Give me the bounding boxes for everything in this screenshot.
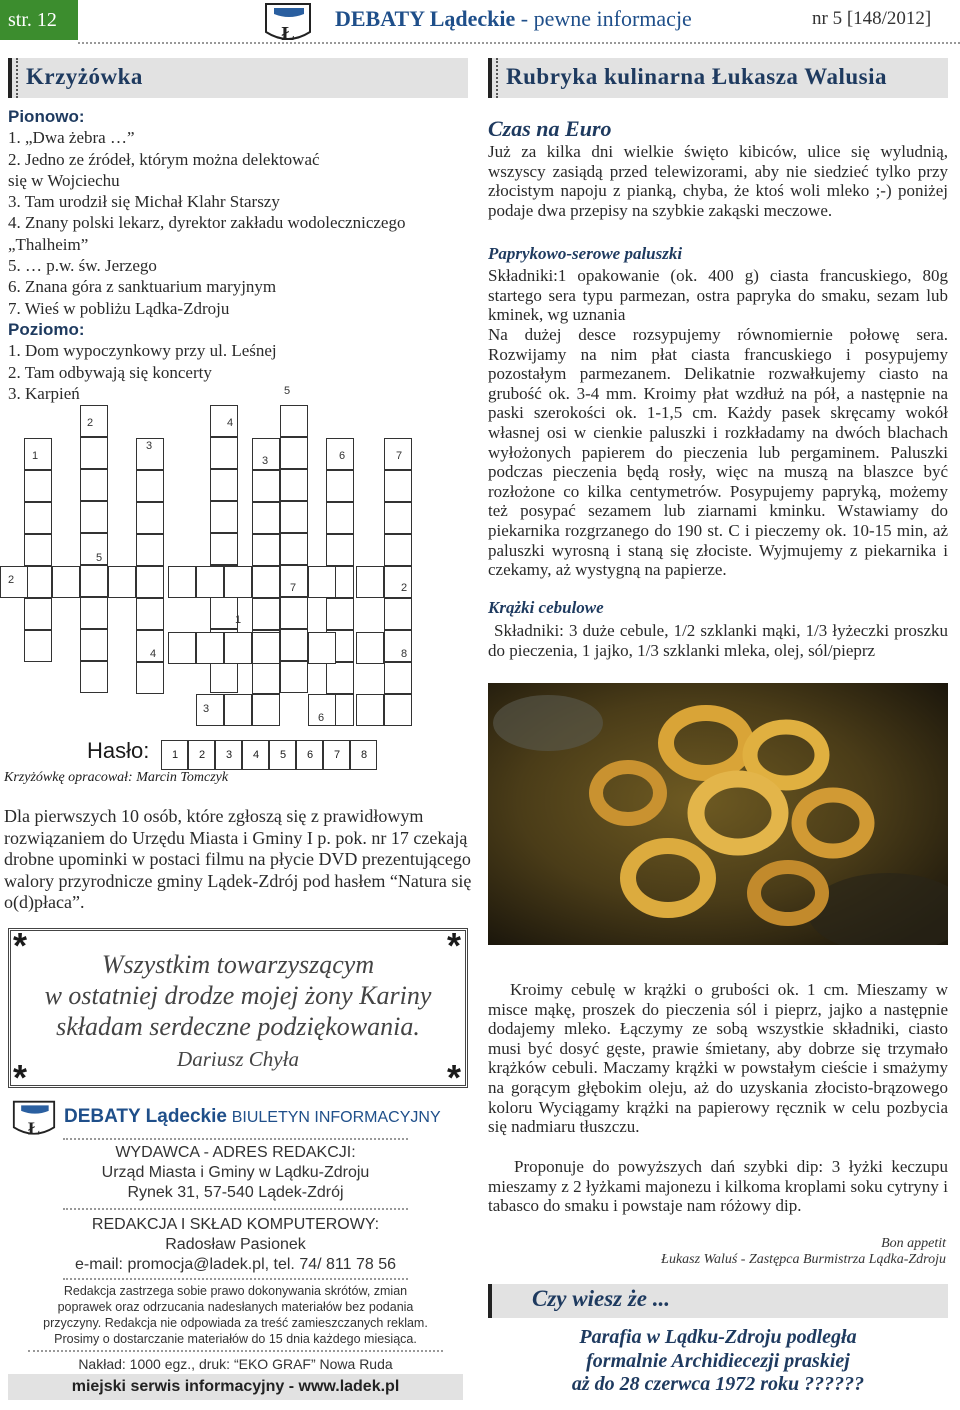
clue-horizontal: 3. Karpień xyxy=(8,383,80,403)
fact-section-bar xyxy=(488,1284,948,1318)
fact-line: Parafia w Lądku-Zdroju podległa xyxy=(579,1326,857,1348)
vertical-heading: Pionowo: xyxy=(8,107,85,126)
crossword-cell[interactable] xyxy=(136,662,164,694)
crossword-cell[interactable] xyxy=(136,598,164,630)
crossword-cell[interactable] xyxy=(80,597,108,629)
crossword-cell[interactable] xyxy=(326,598,354,630)
crossword-cell[interactable] xyxy=(168,566,196,598)
page-number-badge xyxy=(0,0,78,40)
crossword-cell[interactable] xyxy=(136,566,164,598)
crossword-cell[interactable] xyxy=(168,632,196,664)
header-title-rest: - pewne informacje xyxy=(515,6,692,31)
clue-vertical: się w Wojciechu xyxy=(8,170,120,190)
thanks-signature: Dariusz Chyła xyxy=(177,1047,299,1071)
crossword-cell[interactable] xyxy=(308,632,336,664)
header-title-bold: DEBATY Lądeckie xyxy=(335,6,516,31)
cell-number: 4 xyxy=(227,417,234,429)
crossword-cell[interactable] xyxy=(210,533,238,565)
thanks-line: Wszystkim towarzyszącym xyxy=(101,950,375,979)
cell-number: 6 xyxy=(339,450,346,462)
crossword-cell[interactable] xyxy=(80,565,108,597)
thanks-box xyxy=(8,925,468,1098)
disclaimer-line: Redakcja zastrzega sobie prawo dokonywania skrótów, zmian xyxy=(63,1284,408,1298)
crossword-cell[interactable] xyxy=(210,597,238,629)
crossword-cell[interactable] xyxy=(80,661,108,693)
imprint-box xyxy=(8,1098,463,1398)
website-footer[interactable]: miejski serwis informacyjny - www.ladek.pl xyxy=(8,1374,463,1400)
crossword-cell[interactable] xyxy=(384,630,412,662)
imprint-brand xyxy=(64,1106,441,1128)
imprint-divider xyxy=(63,1208,408,1210)
clue-vertical: 1. „Dwa żebra …” xyxy=(8,128,135,148)
cell-number: 3 xyxy=(203,703,210,715)
crossword-cell[interactable] xyxy=(80,533,108,565)
editor-name: Radosław Pasionek xyxy=(165,1236,306,1253)
crossword-cell[interactable] xyxy=(252,566,280,598)
cell-number: 7 xyxy=(396,450,403,462)
crossword-cell[interactable] xyxy=(384,566,412,598)
crossword-cell[interactable] xyxy=(24,502,52,534)
crossword-cell[interactable] xyxy=(252,598,280,630)
cell-number: 2 xyxy=(401,582,408,594)
cell-number: 3 xyxy=(262,455,269,467)
recipe-title: Krążki cebulowe xyxy=(488,598,604,617)
onion-rings-photo xyxy=(488,683,948,945)
clue-vertical: 7. Wieś w pobliżu Lądka-Zdroju xyxy=(8,298,230,318)
crossword-cell[interactable] xyxy=(356,632,384,664)
fact-line: formalnie Archidiecezji praskiej xyxy=(586,1349,850,1372)
culinary-section-bar xyxy=(488,58,948,98)
recipe-ingredients: Składniki: 3 duże cebule, 1/2 szklanki mąki, 1/3 łyżeczki proszku do pieczenia, 1 jajko, 1/3 szklanki mleka, olej, sól/pieprz xyxy=(488,621,948,660)
header-title xyxy=(335,6,692,32)
crossword-cell[interactable] xyxy=(356,694,384,726)
clue-vertical: 3. Tam urodził się Michał Klahr Starszy xyxy=(8,192,280,212)
asterisk-ornament: * xyxy=(446,1057,461,1098)
crossword-cell[interactable] xyxy=(136,470,164,502)
crossword-cell[interactable] xyxy=(24,470,52,502)
header-divider xyxy=(78,42,960,44)
crossword-cell[interactable] xyxy=(252,694,280,726)
password-cell-number: 6 xyxy=(307,749,314,761)
cell-number: 6 xyxy=(318,712,325,724)
recipe-method: Na dużej desce rozsypujemy równomiernie połowę sera. Rozwijamy na nim płat ciasta francuskiego i posypujemy pozostałym parmezanem. Delikatnie rozwałkujemy ciasto na grubość ok. 3-4 mm. Kroimy płat wzdłuż na pół, a następnie na paski szerokości ok. 1-1,5 cm. Każdy pasek skręcamy wokół własnej osi w cienkie paluszki i rozkładamy na dwóch blachach wyłożonych papierem do pieczenia lub pergaminem. Paluszki podczas pieczenia będą rosły, więc na muszą na blaszce być rozłożone co kilka centymetrów. Posypujemy papryką, możemy też posypać sezamem lub ziarnami kminku. Wstawiamy do piekarnika rozgrzanego do 190 st. C i pieczemy ok. 10-15 min, aż paluszki wyrosną i staną się złociste. Wyjmujemy z piekarnika i czekamy, aż wystygną na papierze. xyxy=(488,325,948,580)
crossword-cell[interactable] xyxy=(80,501,108,533)
crossword-cell[interactable] xyxy=(252,534,280,566)
crossword-cell[interactable] xyxy=(210,469,238,501)
crossword-cell[interactable] xyxy=(136,502,164,534)
thanks-message xyxy=(31,949,445,1042)
crossword-cell[interactable] xyxy=(326,502,354,534)
crossword-cell[interactable] xyxy=(384,470,412,502)
clue-vertical: 4. Znany polski lekarz, dyrektor zakładu wodoleczniczego xyxy=(8,213,406,233)
cell-number: 3 xyxy=(146,440,153,452)
crossword-cell[interactable] xyxy=(280,597,308,629)
imprint-divider xyxy=(63,1278,408,1280)
horizontal-heading: Poziomo: xyxy=(8,319,85,339)
article-intro: Już za kilka dni wielkie święto kibiców, ulice się wyludnią, wszyscy zasiądą przed telewizorami, aby nie siedzieć tylko przy złocistym napoju z pianką, chyba, że ktoś woli mleko ;-) poniżej podaje dwa przepisy na szybkie zakąski meczowe. xyxy=(488,142,948,220)
crossword-cell[interactable] xyxy=(224,632,252,664)
print-info: Nakład: 1000 egz., druk: “EKO GRAF” Nowa Ruda xyxy=(78,1356,393,1372)
crossword-cell[interactable] xyxy=(52,566,80,598)
disclaimer-line: poprawek oraz odrzucania nadesłanych materiałów bez podania xyxy=(57,1300,414,1314)
password-cell-number: 2 xyxy=(199,749,206,761)
editorial-heading: REDAKCJA I SKŁAD KOMPUTEROWY: xyxy=(91,1216,380,1233)
imprint-divider xyxy=(28,1350,443,1352)
crossword-cell[interactable] xyxy=(210,661,238,693)
page-number: str. 12 xyxy=(8,9,57,31)
crossword-section-bar xyxy=(8,58,468,98)
password-cell-number: 1 xyxy=(172,749,179,761)
fact-text xyxy=(488,1326,948,1397)
debaty-logo-icon xyxy=(264,2,312,46)
password-cell-number: 8 xyxy=(361,749,368,761)
cell-number: 8 xyxy=(401,648,408,660)
crossword-cell[interactable] xyxy=(252,662,280,694)
cell-number: 1 xyxy=(235,614,242,626)
crossword-cell[interactable] xyxy=(224,694,252,726)
clue-vertical: „Thalheim” xyxy=(8,234,89,254)
cell-number: 2 xyxy=(87,417,94,429)
clue-horizontal: 2. Tam odbywają się koncerty xyxy=(8,362,212,382)
disclaimer-line: Prosimy o dostarczanie materiałów do 15 dnia każdego miesiąca. xyxy=(54,1332,417,1346)
clue-vertical: 6. Znana góra z sanktuarium maryjnym xyxy=(8,277,277,297)
article-author: Łukasz Waluś - Zastępca Burmistrza Lądka-Zdroju xyxy=(661,1252,946,1267)
cell-number: 5 xyxy=(96,552,103,564)
cell-number: 1 xyxy=(32,450,39,462)
crossword-cell[interactable] xyxy=(326,470,354,502)
crossword-cell[interactable] xyxy=(280,533,308,565)
clue-vertical: 2. Jedno ze źródeł, którym można delektować xyxy=(8,149,320,169)
crossword-cell[interactable] xyxy=(108,566,136,598)
crossword-cell[interactable] xyxy=(24,630,52,662)
brand-name: DEBATY Lądeckie xyxy=(64,1106,227,1127)
crossword-cell[interactable] xyxy=(252,502,280,534)
clue-horizontal: 1. Dom wypoczynkowy przy ul. Leśnej xyxy=(8,341,277,361)
clue-vertical: 5. … p.w. św. Jerzego xyxy=(8,256,157,276)
crossword-cell[interactable] xyxy=(136,534,164,566)
article-closing: Bon appetit xyxy=(881,1236,946,1251)
cell-number: 4 xyxy=(150,648,157,660)
culinary-section-title: Rubryka kulinarna Łukasza Walusia xyxy=(506,64,888,89)
password-cell-number: 4 xyxy=(253,749,260,761)
article-title: Czas na Euro xyxy=(488,116,612,141)
crossword-cell[interactable] xyxy=(384,694,412,726)
asterisk-ornament: * xyxy=(13,925,28,966)
recipe-ingredients: Składniki:1 opakowanie (ok. 400 g) ciasta francuskiego, 80g startego sera typu parmezan, ostra papryka do smaku, sezam lub kminek, wg uznania xyxy=(488,266,948,325)
svg-text:Ł: Ł xyxy=(27,1118,41,1139)
fact-line: aż do 28 czerwca 1972 roku ?????? xyxy=(571,1373,865,1395)
crossword-cell[interactable] xyxy=(326,662,354,694)
publisher-name: Urząd Miasta i Gminy w Lądku-Zdroju xyxy=(101,1164,370,1181)
crossword-cell[interactable] xyxy=(356,566,384,598)
crossword-grid xyxy=(0,380,480,780)
cell-number: 7 xyxy=(290,582,297,594)
recipe-method: Kroimy cebulę w krążki o grubości ok. 1 cm. Mieszamy w misce mąkę, proszek do pieczenia sól i pieprz, jajko a następnie dodajemy mleko. Łączymy ze sobą wszystkie składniki, ciasto musi być dosyć gęste, prawie śmietany, aby dobrze się trzymało krążków cebuli. Maczamy krążki w powstałym cieście i smażymy na gorącym głębokim oleju, aż do uzyskania złocisto-brązowego koloru Wyciągamy krążki na papierowy ręcznik w celu pozbycia się nadmiaru tłuszczu. xyxy=(488,980,948,1137)
crossword-section-title: Krzyżówka xyxy=(26,64,143,89)
crossword-cell[interactable] xyxy=(196,566,224,598)
disclaimer-line: przyczyny. Redakcja nie odpowiada za treść zamieszczanych reklam. xyxy=(43,1316,428,1330)
crossword-cell[interactable] xyxy=(24,534,52,566)
thanks-line: składam serdeczne podziękowania. xyxy=(56,1012,420,1041)
dip-recipe: Proponuje do powyższych dań szybki dip: 3 łyżki keczupu mieszamy z 2 łyżkami majonezu i kilkoma kroplami soku cytryny i tabasco do smaku i powstaje nam różowy dip. xyxy=(488,1157,948,1216)
crossword-cell[interactable] xyxy=(384,534,412,566)
crossword-cell[interactable] xyxy=(384,662,412,694)
thanks-line: w ostatniej drodze mojej żony Kariny xyxy=(44,981,432,1010)
crossword-cell[interactable] xyxy=(252,632,280,664)
asterisk-ornament: * xyxy=(446,925,461,966)
crossword-cell[interactable] xyxy=(196,632,224,664)
recipe-title: Paprykowo-serowe paluszki xyxy=(488,244,683,263)
password-cell-number: 7 xyxy=(334,749,341,761)
crossword-cell[interactable] xyxy=(196,694,224,726)
crossword-cell[interactable] xyxy=(308,566,336,598)
crossword-cell[interactable] xyxy=(384,598,412,630)
issue-number: nr 5 [148/2012] xyxy=(812,8,932,29)
crossword-cell[interactable] xyxy=(24,566,52,598)
contest-text: Dla pierwszych 10 osób, które zgłoszą się z prawidłowym rozwiązaniem do Urzędu Miasta i Gminy I p. pok. nr 17 czekają drobne upominki w postaci filmu na płycie DVD prezentującego walory przyrodnicze gminy Lądek-Zdrój pod hasłem “Natura się o(d)płaca”. xyxy=(4,806,472,912)
crossword-cell[interactable] xyxy=(210,501,238,533)
crossword-cell[interactable] xyxy=(384,502,412,534)
crossword-cell[interactable] xyxy=(280,629,308,661)
crossword-cell[interactable] xyxy=(224,566,252,598)
crossword-cell[interactable] xyxy=(280,661,308,693)
debaty-logo-icon xyxy=(12,1098,56,1142)
crossword-cell[interactable] xyxy=(280,405,308,437)
password-cell-number: 5 xyxy=(280,749,287,761)
crossword-cell[interactable] xyxy=(326,534,354,566)
crossword-cell[interactable] xyxy=(80,405,108,437)
brand-subtitle: BIULETYN INFORMACYJNY xyxy=(231,1109,441,1126)
crossword-cell[interactable] xyxy=(280,469,308,501)
contact-info: e-mail: promocja@ladek.pl, tel. 74/ 811 78 56 xyxy=(74,1256,396,1273)
imprint-divider xyxy=(63,1138,408,1140)
crossword-cell[interactable] xyxy=(252,470,280,502)
password-cell-number: 3 xyxy=(226,749,233,761)
asterisk-ornament: * xyxy=(13,1057,28,1098)
crossword-cell[interactable] xyxy=(80,437,108,469)
password-label: Hasło: xyxy=(87,738,150,763)
crossword-cell[interactable] xyxy=(210,437,238,469)
fact-title: Czy wiesz że ... xyxy=(532,1286,670,1311)
cell-number: 2 xyxy=(8,574,15,586)
crossword-clues xyxy=(8,106,478,404)
cell-number: 5 xyxy=(284,385,291,397)
crossword-cell[interactable] xyxy=(24,598,52,630)
crossword-cell[interactable] xyxy=(80,629,108,661)
publisher-address: Rynek 31, 57-540 Lądek-Zdrój xyxy=(127,1184,344,1201)
publisher-heading: WYDAWCA - ADRES REDAKCJI: xyxy=(115,1144,356,1161)
crossword-cell[interactable] xyxy=(280,501,308,533)
crossword-cell[interactable] xyxy=(210,405,238,437)
svg-text:Ł: Ł xyxy=(281,23,295,45)
crossword-cell[interactable] xyxy=(80,469,108,501)
crossword-cell[interactable] xyxy=(280,437,308,469)
crossword-author: Krzyżówkę opracował: Marcin Tomczyk xyxy=(4,770,229,785)
